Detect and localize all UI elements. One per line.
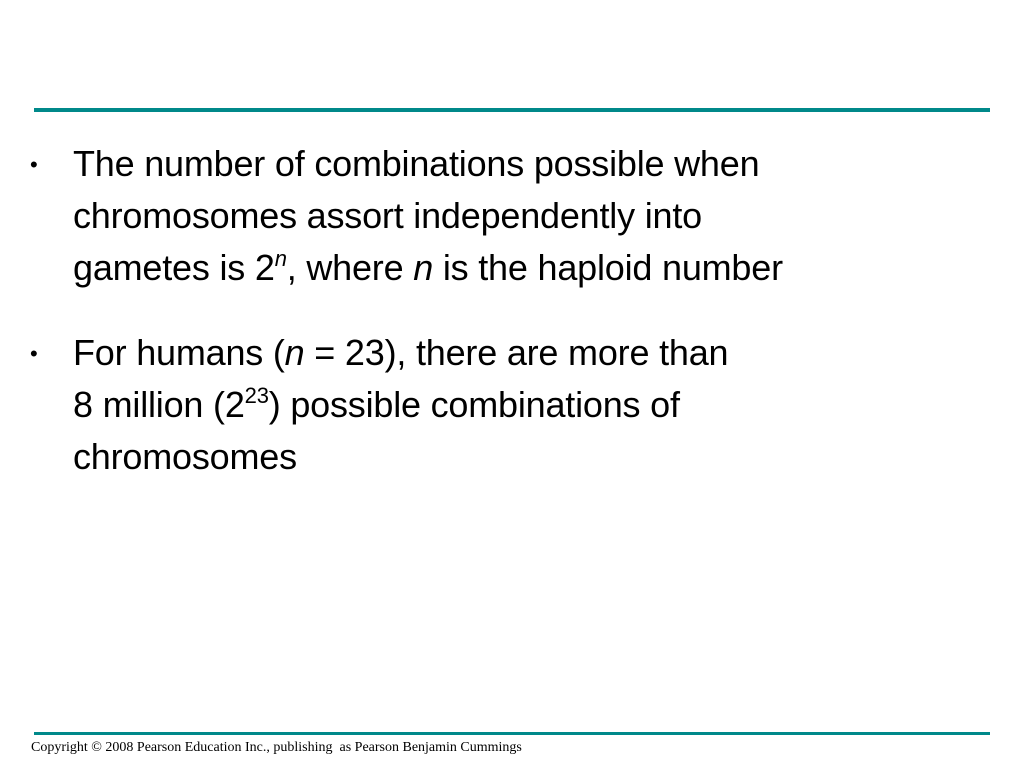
bullet-text-line — [73, 435, 297, 479]
top-divider — [34, 108, 990, 112]
text-run: 8 million (2 — [73, 384, 245, 425]
exponent-23: 23 — [244, 383, 269, 408]
bottom-divider — [34, 732, 990, 735]
text-run: chromosomes — [73, 436, 297, 477]
bullet-marker: • — [30, 341, 38, 366]
bullet-text-line — [73, 142, 759, 186]
variable-n: n — [413, 247, 434, 288]
text-run: gametes is 2 — [73, 247, 275, 288]
text-run: The number of combinations possible when — [73, 143, 760, 184]
copyright-footer: Copyright © 2008 Pearson Education Inc., publishing as Pearson Benjamin Cummings — [31, 740, 522, 755]
bullet-text-line — [73, 383, 680, 427]
text-run: , where — [286, 247, 414, 288]
bullet-text-line — [73, 194, 702, 238]
bullet-text-line — [73, 331, 728, 375]
text-run: ) possible combinations of — [268, 384, 680, 425]
variable-n: n — [284, 332, 305, 373]
text-run: chromosomes assort independently into — [73, 195, 702, 236]
text-run: = 23), there are more than — [304, 332, 729, 373]
bullet-text-line — [73, 246, 783, 290]
bullet-marker: • — [30, 152, 38, 177]
text-run: is the haploid number — [433, 247, 783, 288]
exponent-n: n — [274, 246, 287, 271]
text-run: For humans ( — [73, 332, 285, 373]
